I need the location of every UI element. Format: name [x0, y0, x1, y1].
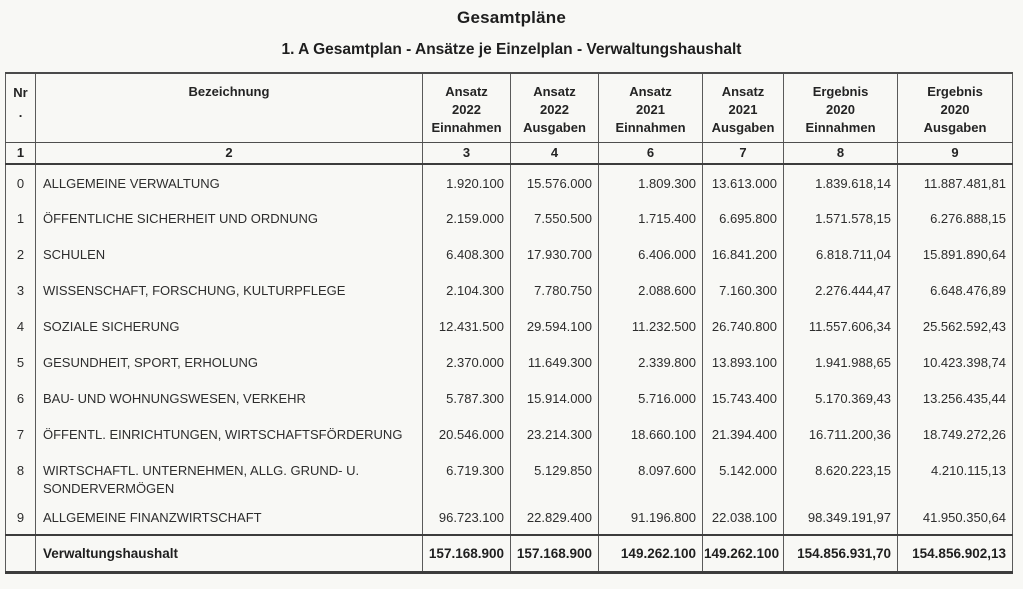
budget-table	[5, 72, 1013, 574]
cell-bezeichnung: GESUNDHEIT, SPORT, ERHOLUNG	[36, 344, 423, 380]
cell-value: 11.887.481,81	[898, 164, 1013, 200]
cell-value: 6.695.800	[703, 200, 784, 236]
table-row	[6, 452, 1013, 499]
cell-value: 1.809.300	[599, 164, 703, 200]
cell-value: 6.818.711,04	[784, 236, 898, 272]
cell-value: 15.891.890,64	[898, 236, 1013, 272]
header-line: 2021	[728, 102, 758, 117]
cell-value: 16.841.200	[703, 236, 784, 272]
header-line: Einnahmen	[615, 120, 686, 135]
total-value: 154.856.931,70	[784, 535, 898, 572]
cell-value: 96.723.100	[423, 499, 511, 535]
cell-value: 5.170.369,43	[784, 380, 898, 416]
column-number: 2	[36, 142, 423, 164]
column-number: 1	[6, 142, 36, 164]
cell-value: 7.160.300	[703, 272, 784, 308]
cell-bezeichnung: ALLGEMEINE FINANZWIRTSCHAFT	[36, 499, 423, 535]
header-line: Ansatz	[445, 84, 488, 99]
header-nr-line1: Nr	[13, 85, 28, 100]
column-number: 8	[784, 142, 898, 164]
cell-nr: 2	[6, 236, 36, 272]
cell-value: 91.196.800	[599, 499, 703, 535]
header-ansatz-2021-ausgaben	[703, 73, 784, 142]
cell-bezeichnung: ÖFFENTLICHE SICHERHEIT UND ORDNUNG	[36, 200, 423, 236]
header-ansatz-2022-ausgaben	[511, 73, 599, 142]
cell-value: 13.893.100	[703, 344, 784, 380]
cell-value: 2.088.600	[599, 272, 703, 308]
cell-value: 2.276.444,47	[784, 272, 898, 308]
header-line: Einnahmen	[431, 120, 502, 135]
cell-nr: 8	[6, 452, 36, 499]
total-value: 157.168.900	[511, 535, 599, 572]
table-row	[6, 236, 1013, 272]
cell-value: 29.594.100	[511, 308, 599, 344]
total-value: 149.262.100	[599, 535, 703, 572]
cell-value: 1.571.578,15	[784, 200, 898, 236]
cell-value: 41.950.350,64	[898, 499, 1013, 535]
cell-value: 8.097.600	[599, 452, 703, 499]
header-row	[6, 73, 1013, 142]
header-bezeichnung-label: Bezeichnung	[188, 84, 270, 99]
cell-value: 10.423.398,74	[898, 344, 1013, 380]
cell-value: 7.550.500	[511, 200, 599, 236]
cell-value: 11.649.300	[511, 344, 599, 380]
header-line: 2022	[452, 102, 481, 117]
cell-bezeichnung: WIRTSCHAFTL. UNTERNEHMEN, ALLG. GRUND- U. SONDERVERMÖGEN	[36, 452, 423, 499]
cell-value: 98.349.191,97	[784, 499, 898, 535]
cell-value: 1.941.988,65	[784, 344, 898, 380]
header-nr-line2: .	[18, 105, 23, 120]
header-bezeichnung	[36, 73, 423, 142]
cell-value: 6.719.300	[423, 452, 511, 499]
cell-value: 6.406.000	[599, 236, 703, 272]
header-line: 2020	[940, 102, 970, 117]
total-value: 157.168.900	[423, 535, 511, 572]
table-row	[6, 344, 1013, 380]
cell-value: 1.839.618,14	[784, 164, 898, 200]
cell-value: 6.408.300	[423, 236, 511, 272]
header-line: Ergebnis	[927, 84, 983, 99]
page-title: Gesamtpläne	[457, 8, 566, 27]
cell-value: 22.829.400	[511, 499, 599, 535]
cell-bezeichnung: SOZIALE SICHERUNG	[36, 308, 423, 344]
cell-value: 21.394.400	[703, 416, 784, 452]
cell-nr: 4	[6, 308, 36, 344]
header-line: Einnahmen	[805, 120, 876, 135]
total-value: 149.262.100	[703, 535, 784, 572]
cell-value: 15.576.000	[511, 164, 599, 200]
cell-value: 2.159.000	[423, 200, 511, 236]
cell-value: 23.214.300	[511, 416, 599, 452]
header-line: 2020	[826, 102, 855, 117]
cell-value: 25.562.592,43	[898, 308, 1013, 344]
table-row	[6, 308, 1013, 344]
cell-value: 1.920.100	[423, 164, 511, 200]
page-subtitle: 1. A Gesamtplan - Ansätze je Einzelplan - Verwaltungshaushalt	[281, 41, 742, 58]
cell-bezeichnung: BAU- UND WOHNUNGSWESEN, VERKEHR	[36, 380, 423, 416]
cell-value: 18.749.272,26	[898, 416, 1013, 452]
cell-bezeichnung: ÖFFENTL. EINRICHTUNGEN, WIRTSCHAFTSFÖRDERUNG	[36, 416, 423, 452]
table-row	[6, 200, 1013, 236]
header-ansatz-2022-einnahmen	[423, 73, 511, 142]
header-line: 2022	[540, 102, 569, 117]
header-line: Ansatz	[721, 84, 765, 99]
cell-value: 6.648.476,89	[898, 272, 1013, 308]
cell-value: 11.557.606,34	[784, 308, 898, 344]
cell-value: 26.740.800	[703, 308, 784, 344]
cell-value: 5.787.300	[423, 380, 511, 416]
column-number: 3	[423, 142, 511, 164]
cell-value: 8.620.223,15	[784, 452, 898, 499]
table-row	[6, 272, 1013, 308]
cell-value: 13.613.000	[703, 164, 784, 200]
header-line: Ansatz	[533, 84, 576, 99]
table-row	[6, 416, 1013, 452]
cell-nr: 1	[6, 200, 36, 236]
cell-value: 16.711.200,36	[784, 416, 898, 452]
header-line: Ausgaben	[711, 120, 775, 135]
cell-nr: 3	[6, 272, 36, 308]
cell-value: 1.715.400	[599, 200, 703, 236]
total-row	[6, 535, 1013, 572]
column-number: 7	[703, 142, 784, 164]
cell-value: 17.930.700	[511, 236, 599, 272]
cell-nr: 6	[6, 380, 36, 416]
column-number: 9	[898, 142, 1013, 164]
cell-bezeichnung: SCHULEN	[36, 236, 423, 272]
cell-value: 4.210.115,13	[898, 452, 1013, 499]
cell-value: 15.743.400	[703, 380, 784, 416]
table-row	[6, 380, 1013, 416]
cell-nr: 5	[6, 344, 36, 380]
cell-value: 5.716.000	[599, 380, 703, 416]
header-line: Ansatz	[629, 84, 672, 99]
cell-value: 12.431.500	[423, 308, 511, 344]
header-line: Ausgaben	[923, 120, 987, 135]
cell-bezeichnung: ALLGEMEINE VERWALTUNG	[36, 164, 423, 200]
column-number: 6	[599, 142, 703, 164]
cell-nr: 9	[6, 499, 36, 535]
cell-value: 7.780.750	[511, 272, 599, 308]
cell-value: 11.232.500	[599, 308, 703, 344]
header-line: 2021	[636, 102, 665, 117]
header-ergebnis-2020-einnahmen	[784, 73, 898, 142]
table-row	[6, 164, 1013, 200]
total-label: Verwaltungshaushalt	[36, 535, 423, 572]
cell-value: 20.546.000	[423, 416, 511, 452]
column-number-row	[6, 142, 1013, 164]
cell-value: 2.339.800	[599, 344, 703, 380]
header-line: Ergebnis	[812, 84, 869, 99]
column-number: 4	[511, 142, 599, 164]
cell-value: 2.104.300	[423, 272, 511, 308]
cell-value: 22.038.100	[703, 499, 784, 535]
header-line: Ausgaben	[523, 120, 586, 135]
cell-value: 5.129.850	[511, 452, 599, 499]
table-row	[6, 499, 1013, 535]
cell-value: 5.142.000	[703, 452, 784, 499]
cell-value: 15.914.000	[511, 380, 599, 416]
cell-value: 2.370.000	[423, 344, 511, 380]
cell-nr: 7	[6, 416, 36, 452]
cell-nr: 0	[6, 164, 36, 200]
total-nr-empty	[6, 535, 36, 572]
total-value: 154.856.902,13	[898, 535, 1013, 572]
header-ansatz-2021-einnahmen	[599, 73, 703, 142]
cell-value: 18.660.100	[599, 416, 703, 452]
cell-bezeichnung: WISSENSCHAFT, FORSCHUNG, KULTURPFLEGE	[36, 272, 423, 308]
header-ergebnis-2020-ausgaben	[898, 73, 1013, 142]
cell-value: 13.256.435,44	[898, 380, 1013, 416]
cell-value: 6.276.888,15	[898, 200, 1013, 236]
header-nr	[6, 73, 36, 142]
document-page	[0, 8, 1023, 589]
